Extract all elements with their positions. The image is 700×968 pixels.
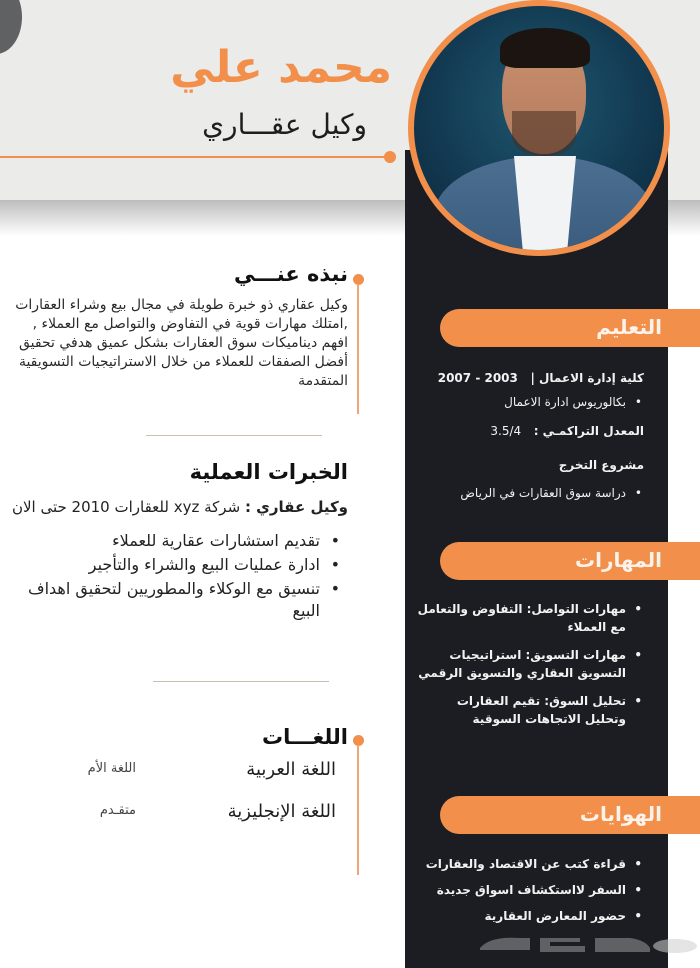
education-college-name: كلية إدارة الاعمال | [530, 371, 644, 385]
about-timeline-line [357, 284, 359, 414]
languages-timeline-line [357, 745, 359, 875]
education-gpa-value: 3.5/4 [490, 424, 522, 438]
section-divider [153, 681, 329, 682]
education-college [438, 371, 644, 385]
skills-list [414, 600, 644, 728]
education-project-label: مشروع التخرج [558, 458, 644, 472]
about-text: وكيل عقاري ذو خبرة طويلة في مجال بيع وشراء العقارات ,امتلك مهارات قوية في التفاوض والتواصل مع العملاء , افهم ديناميكات سوق العقارات بشكل عميق هدفي تحقيق أفضل الصفقات للعملاء من خلال الاستراتيجيات التسويقية المتقدمة [15, 297, 348, 389]
education-title: التعليم [596, 315, 662, 339]
language-name: اللغة العربية [246, 759, 336, 780]
section-divider [146, 435, 322, 436]
photo-shirt [514, 156, 576, 256]
languages-title: اللغـــات [261, 725, 348, 749]
profile-photo [408, 0, 670, 256]
education-degree: • بكالوريوس ادارة الاعمال [504, 393, 644, 411]
experience-role-detail: شركة xyz للعقارات 2010 حتى الان [11, 498, 245, 516]
hobby-item: • قراءة كتب عن الاقتصاد والعقارات [426, 855, 644, 873]
hobby-item: • حضور المعارض العقارية [426, 907, 644, 925]
languages-section [8, 725, 348, 833]
skills-header-pill [440, 542, 700, 580]
experience-role-label: وكيل عقاري : [244, 498, 348, 516]
language-level: متقـدم [99, 803, 136, 818]
education-gpa [490, 424, 644, 438]
language-name: اللغة الإنجليزية [227, 801, 336, 822]
experience-item: • تنسيق مع الوكلاء والمطوريين لتحقيق اهداف البيع [0, 578, 320, 622]
experience-title: الخبرات العملية [189, 460, 348, 484]
photo-hair [500, 28, 590, 68]
experience-section [0, 460, 348, 624]
about-section [8, 262, 348, 391]
skill-item: • تحليل السوق: تقيم العقارات وتحليل الاتجاهات السوقية [414, 692, 644, 728]
hobbies-list [426, 855, 644, 925]
hobbies-title: الهوايات [579, 802, 662, 826]
education-gpa-label: المعدل التراكمـي : [533, 424, 644, 438]
candidate-job-title: وكيل عقـــاري [202, 108, 367, 141]
language-row [8, 753, 348, 791]
header-divider-line [0, 156, 392, 158]
language-row [8, 795, 348, 833]
education-degree-list [504, 393, 644, 411]
experience-item: • ادارة عمليات البيع والشراء والتأجير [0, 554, 320, 576]
skill-item: • مهارات التواصل: التفاوض والتعامل مع العملاء [414, 600, 644, 636]
education-years: 2003 - 2007 [437, 371, 518, 385]
watermark-logo-icon [470, 928, 700, 958]
hobbies-header-pill [440, 796, 700, 834]
candidate-name: محمد علي [170, 42, 392, 93]
experience-role [0, 498, 348, 516]
experience-list [0, 530, 348, 622]
education-header-pill [440, 309, 700, 347]
header-divider-dot [384, 151, 396, 163]
about-title: نبذه عنـــي [234, 262, 348, 286]
skill-item: • مهارات التسويق: استراتيجيات التسويق العقاري والتسويق الرقمي [414, 646, 644, 682]
education-project: • دراسة سوق العقارات في الرياض [460, 484, 644, 502]
photo-beard [512, 111, 576, 156]
hobby-item: • السفر لااستكشاف اسواق جديدة [426, 881, 644, 899]
education-project-list [460, 484, 644, 502]
skills-title: المهارات [575, 548, 662, 572]
experience-item: • تقديم استشارات عقارية للعملاء [0, 530, 320, 552]
language-level: اللغة الأم [87, 761, 136, 776]
